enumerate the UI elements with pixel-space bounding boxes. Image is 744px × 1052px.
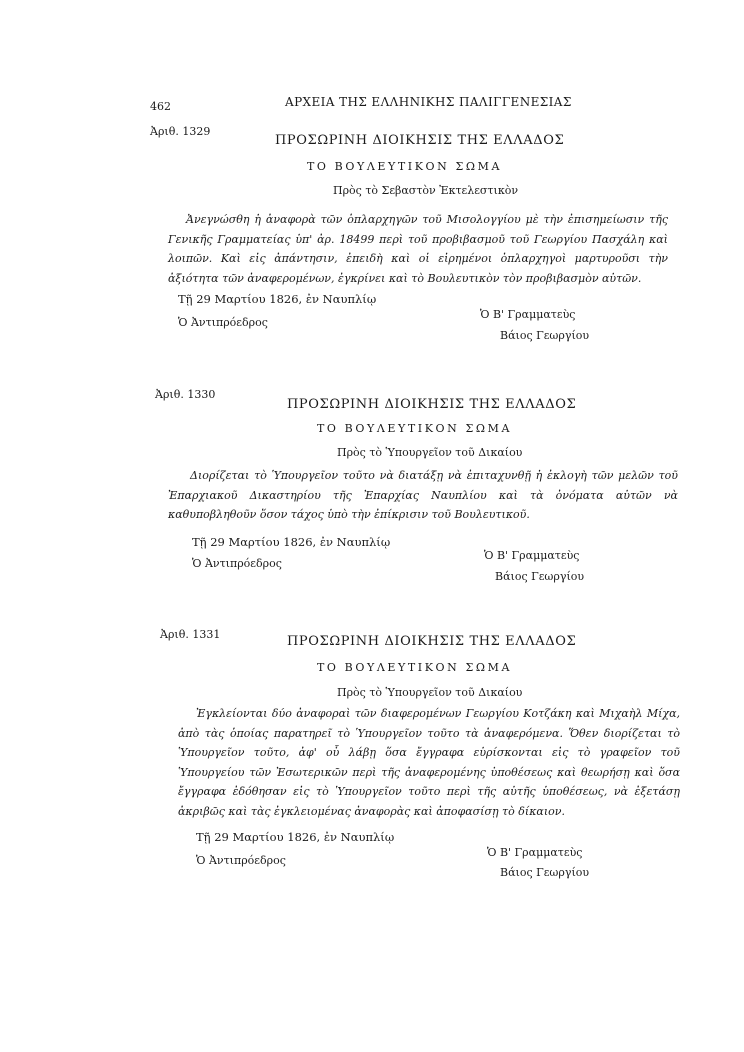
signatory-secretary-role: Ὁ Β' Γραμματεὺς xyxy=(480,308,576,321)
signatory-secretary-role: Ὁ Β' Γραμματεὺς xyxy=(487,846,583,859)
document-text-content: Ἀνεγνώσθη ἡ ἀναφορὰ τῶν ὁπλαρχηγῶν τοῦ Μισολογγίου μὲ τὴν ἐπισημείωσιν τῆς Γενικῆς Γραμματείας ὑπ' ἀρ. 18499 περὶ τοῦ προβιβασμοῦ τοῦ Γεωργίου Πασχάλη καὶ λοιπῶν. Καὶ εἰς ἀπάντησιν, ἐπειδὴ καὶ οἱ εἰρημένοι ὁπλαρχηγοὶ μαρτυροῦσι τὴν ἀξιότητα τῶν ἀναφερομένων, ἐγκρίνει καὶ τὸ Βουλευτικὸν τὸν προβιβασμὸν αὐτῶν. xyxy=(168,213,668,285)
document-text xyxy=(168,210,668,288)
signatory-secretary-name: Βάιος Γεωργίου xyxy=(500,329,590,342)
addressee-line: Πρὸς τὸ Ὑπουργεῖον τοῦ Δικαίου xyxy=(337,446,523,459)
issuing-body: ΤΟ ΒΟΥΛΕΥΤΙΚΟΝ ΣΩΜΑ xyxy=(317,422,512,435)
document-number: Ἀριθ. 1329 xyxy=(150,125,211,138)
document-text xyxy=(168,466,678,525)
document-text xyxy=(178,704,680,821)
signatory-secretary-name: Βάιος Γεωργίου xyxy=(495,570,585,583)
signatory-secretary-name: Βάιος Γεωργίου xyxy=(500,866,590,879)
signatory-vice-president: Ὁ Ἀντιπρόεδρος xyxy=(196,854,286,867)
signatory-vice-president: Ὁ Ἀντιπρόεδρος xyxy=(192,557,282,570)
running-title: ΑΡΧΕΙΑ ΤΗΣ ΕΛΛΗΝΙΚΗΣ ΠΑΛΙΓΓΕΝΕΣΙΑΣ xyxy=(285,95,572,109)
page-number: 462 xyxy=(150,100,171,113)
date-line: Τῇ 29 Μαρτίου 1826, ἐν Ναυπλίῳ xyxy=(178,292,377,306)
document-text-content: Διορίζεται τὸ Ὑπουργεῖον τοῦτο νὰ διατάξῃ νὰ ἐπιταχυνθῇ ἡ ἐκλογὴ τῶν μελῶν τοῦ Ἐπαρχιακοῦ Δικαστηρίου τῆς Ἐπαρχίας Ναυπλίου καὶ τὰ ὀνόματα αὐτῶν νὰ καθυποβληθοῦν ὅσον τάχος ὑπὸ τὴν ἐπίκρισιν τοῦ Βουλευτικοῦ. xyxy=(168,469,678,521)
issuing-body: ΤΟ ΒΟΥΛΕΥΤΙΚΟΝ ΣΩΜΑ xyxy=(307,160,502,173)
government-title: ΠΡΟΣΩΡΙΝΗ ΔΙΟΙΚΗΣΙΣ ΤΗΣ ΕΛΛΑΔΟΣ xyxy=(287,634,577,649)
date-line: Τῇ 29 Μαρτίου 1826, ἐν Ναυπλίῳ xyxy=(196,830,395,844)
document-number: Ἀριθ. 1331 xyxy=(160,628,221,641)
government-title: ΠΡΟΣΩΡΙΝΗ ΔΙΟΙΚΗΣΙΣ ΤΗΣ ΕΛΛΑΔΟΣ xyxy=(287,397,577,412)
document-text-content: Ἐγκλείονται δύο ἀναφοραὶ τῶν διαφερομένων Γεωργίου Κοτζάκη καὶ Μιχαὴλ Μίχα, ἀπὸ τὰς ὁποίας παρατηρεῖ τὸ Ὑπουργεῖον τοῦτο τὰ ἀναφερόμενα. Ὅθεν διορίζεται τὸ Ὑπουργεῖον τοῦτο, ἀφ' οὗ λάβῃ ὅσα ἔγγραφα εὑρίσκονται εἰς τὸ γραφεῖον τοῦ Ὑπουργείου τῶν Ἐσωτερικῶν περὶ τῆς ἀναφερομένης ὑποθέσεως καὶ θεωρήσῃ καὶ ὅσα ἔγγραφα ἐδόθησαν εἰς τὸ Ὑπουργεῖον τοῦτο περὶ τῆς αὐτῆς ὑποθέσεως, νὰ ἐξετάσῃ ἀκριβῶς καὶ τὰς ἐγκλειομένας ἀναφορὰς καὶ ἀποφασίσῃ τὸ δίκαιον. xyxy=(178,707,680,818)
addressee-line: Πρὸς τὸ Σεβαστὸν Ἐκτελεστικὸν xyxy=(333,184,519,197)
date-line: Τῇ 29 Μαρτίου 1826, ἐν Ναυπλίῳ xyxy=(192,535,391,549)
document-number: Ἀριθ. 1330 xyxy=(155,388,216,401)
issuing-body: ΤΟ ΒΟΥΛΕΥΤΙΚΟΝ ΣΩΜΑ xyxy=(317,661,512,674)
government-title: ΠΡΟΣΩΡΙΝΗ ΔΙΟΙΚΗΣΙΣ ΤΗΣ ΕΛΛΑΔΟΣ xyxy=(275,133,565,148)
signatory-secretary-role: Ὁ Β' Γραμματεὺς xyxy=(484,549,580,562)
addressee-line: Πρὸς τὸ Ὑπουργεῖον τοῦ Δικαίου xyxy=(337,686,523,699)
signatory-vice-president: Ὁ Ἀντιπρόεδρος xyxy=(178,316,268,329)
